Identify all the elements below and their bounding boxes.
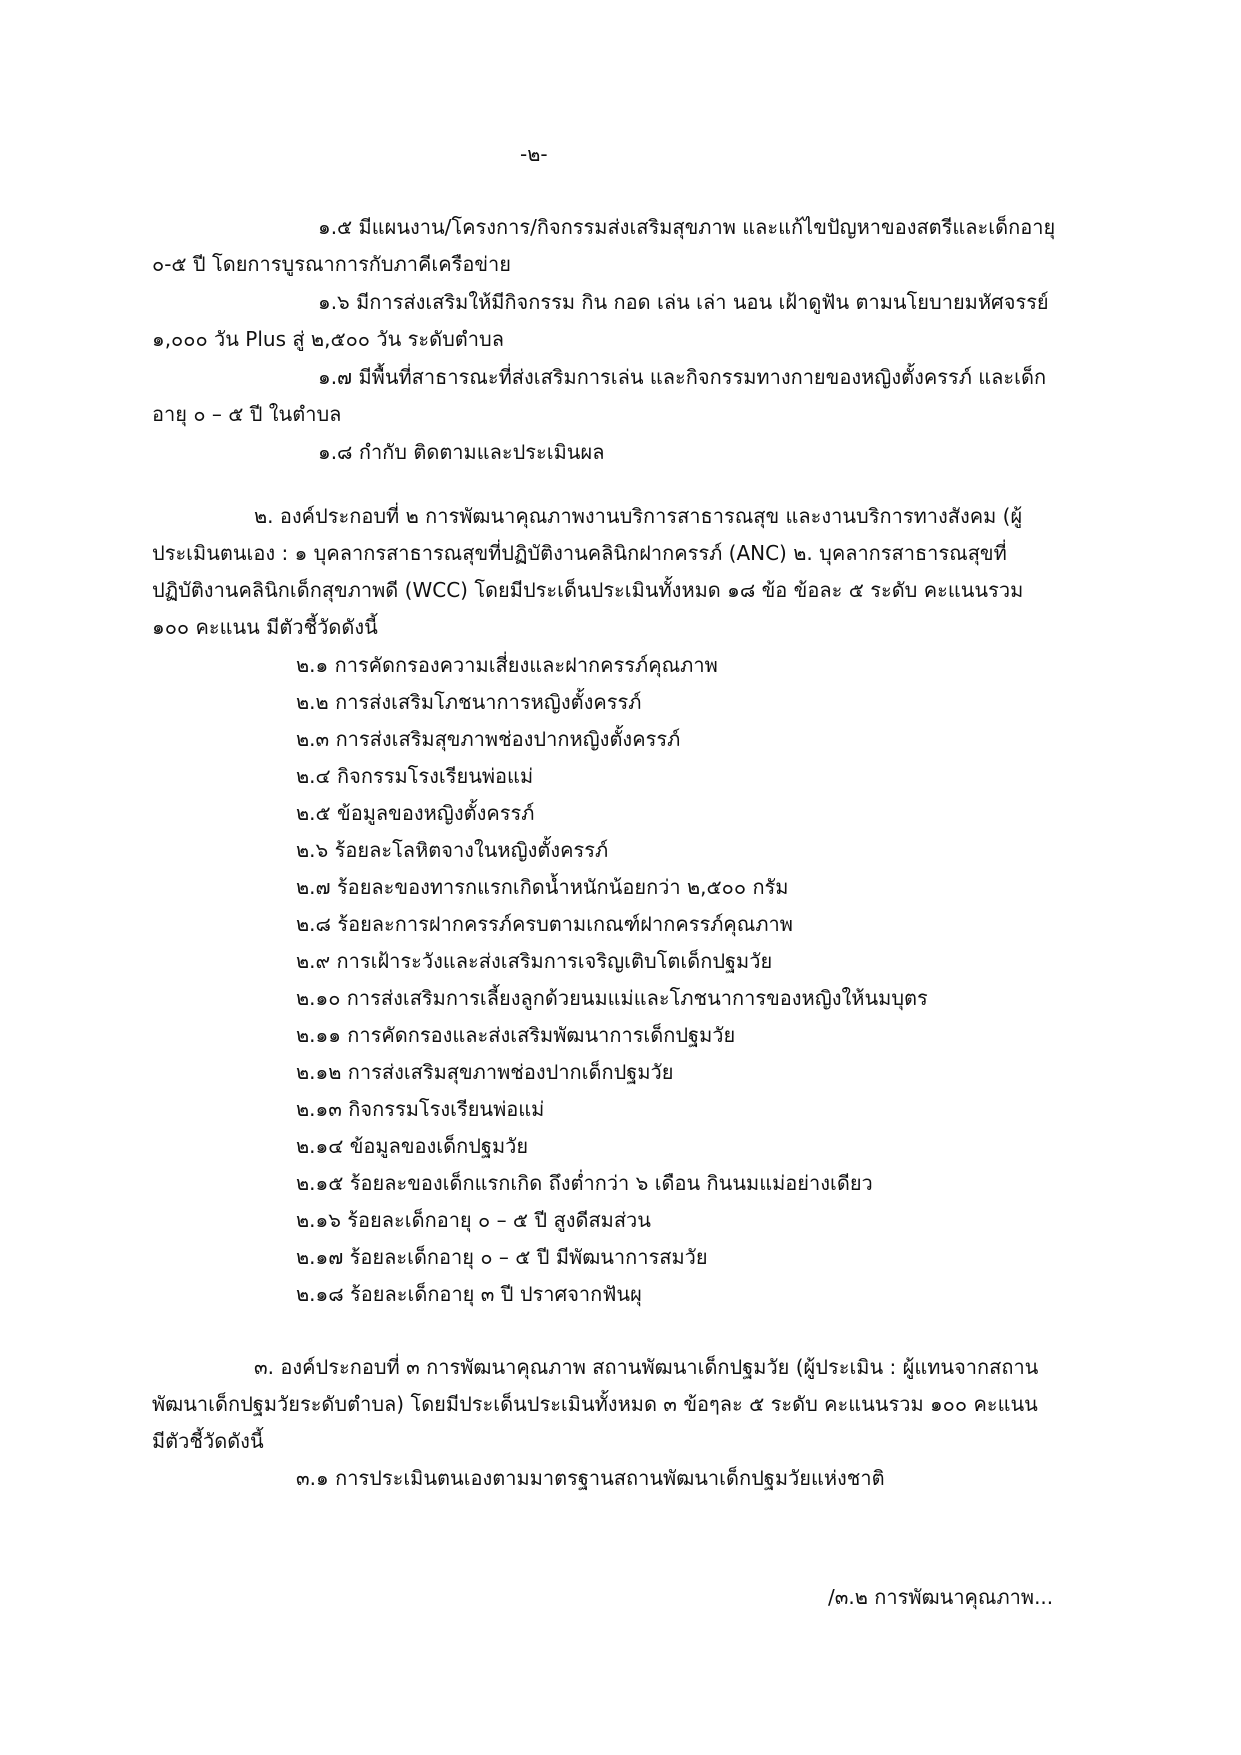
section3-intro-line3: มีตัวชี้วัดดังนี้	[152, 1429, 264, 1453]
item-1-6-line1: ๑.๖ มีการส่งเสริมให้มีกิจกรรม กิน กอด เล่น เล่า นอน เฝ้าดูฟัน ตามนโยบายมหัศจรรย์	[318, 290, 1049, 314]
item-2-14: ๒.๑๔ ข้อมูลของเด็กปฐมวัย	[296, 1134, 529, 1158]
section2-intro-line3: ปฏิบัติงานคลินิกเด็กสุขภาพดี (WCC) โดยมีประเด็นประเมินทั้งหมด ๑๘ ข้อ ข้อละ ๕ ระดับ คะแนนรวม	[152, 578, 1024, 602]
item-2-11: ๒.๑๑ การคัดกรองและส่งเสริมพัฒนาการเด็กปฐมวัย	[296, 1023, 736, 1047]
item-2-4: ๒.๔ กิจกรรมโรงเรียนพ่อแม่	[296, 764, 534, 788]
item-2-15: ๒.๑๕ ร้อยละของเด็กแรกเกิด ถึงต่ำกว่า ๖ เดือน กินนมแม่อย่างเดียว	[296, 1171, 873, 1195]
item-2-9: ๒.๙ การเฝ้าระวังและส่งเสริมการเจริญเติบโตเด็กปฐมวัย	[296, 949, 773, 973]
page-number: -๒-	[520, 142, 548, 166]
item-1-5-line1: ๑.๕ มีแผนงาน/โครงการ/กิจกรรมส่งเสริมสุขภาพ และแก้ไขปัญหาของสตรีและเด็กอายุ	[318, 215, 1056, 239]
section3-intro-line1: ๓. องค์ประกอบที่ ๓ การพัฒนาคุณภาพ สถานพัฒนาเด็กปฐมวัย (ผู้ประเมิน : ผู้แทนจากสถาน	[254, 1355, 1039, 1379]
item-2-13: ๒.๑๓ กิจกรรมโรงเรียนพ่อแม่	[296, 1097, 545, 1121]
item-2-12: ๒.๑๒ การส่งเสริมสุขภาพช่องปากเด็กปฐมวัย	[296, 1060, 674, 1084]
item-2-7: ๒.๗ ร้อยละของทารกแรกเกิดน้ำหนักน้อยกว่า ๒,๕๐๐ กรัม	[296, 875, 789, 899]
continuation-note: /๓.๒ การพัฒนาคุณภาพ...	[828, 1585, 1054, 1609]
item-1-7-line1: ๑.๗ มีพื้นที่สาธารณะที่ส่งเสริมการเล่น และกิจกรรมทางกายของหญิงตั้งครรภ์ และเด็ก	[318, 365, 1047, 389]
item-1-6-line2: ๑,๐๐๐ วัน Plus สู่ ๒,๕๐๐ วัน ระดับตำบล	[152, 327, 504, 351]
item-1-8: ๑.๘ กำกับ ติดตามและประเมินผล	[318, 440, 605, 464]
item-2-2: ๒.๒ การส่งเสริมโภชนาการหญิงตั้งครรภ์	[296, 690, 642, 714]
item-1-5-line2: ๐-๕ ปี โดยการบูรณาการกับภาคีเครือข่าย	[152, 252, 511, 276]
section2-intro-line1: ๒. องค์ประกอบที่ ๒ การพัฒนาคุณภาพงานบริการสาธารณสุข และงานบริการทางสังคม (ผู้	[254, 504, 1023, 528]
item-2-3: ๒.๓ การส่งเสริมสุขภาพช่องปากหญิงตั้งครรภ์	[296, 727, 681, 751]
item-2-1: ๒.๑ การคัดกรองความเสี่ยงและฝากครรภ์คุณภาพ	[296, 653, 718, 677]
item-2-8: ๒.๘ ร้อยละการฝากครรภ์ครบตามเกณฑ์ฝากครรภ์คุณภาพ	[296, 912, 793, 936]
item-2-18: ๒.๑๘ ร้อยละเด็กอายุ ๓ ปี ปราศจากฟันผุ	[296, 1282, 642, 1306]
item-2-16: ๒.๑๖ ร้อยละเด็กอายุ ๐ – ๕ ปี สูงดีสมส่วน	[296, 1208, 651, 1232]
item-2-6: ๒.๖ ร้อยละโลหิตจางในหญิงตั้งครรภ์	[296, 838, 609, 862]
item-2-5: ๒.๕ ข้อมูลของหญิงตั้งครรภ์	[296, 801, 535, 825]
section3-intro-line2: พัฒนาเด็กปฐมวัยระดับตำบล) โดยมีประเด็นประเมินทั้งหมด ๓ ข้อๆละ ๕ ระดับ คะแนนรวม ๑๐๐ คะแนน	[152, 1392, 1038, 1416]
section2-intro-line2: ประเมินตนเอง : ๑ บุคลากรสาธารณสุขที่ปฏิบัติงานคลินิกฝากครรภ์ (ANC) ๒. บุคลากรสาธารณสุขที่	[152, 541, 1007, 565]
item-1-7-line2: อายุ ๐ – ๕ ปี ในตำบล	[152, 402, 342, 426]
item-2-17: ๒.๑๗ ร้อยละเด็กอายุ ๐ – ๕ ปี มีพัฒนาการสมวัย	[296, 1245, 708, 1269]
item-3-1: ๓.๑ การประเมินตนเองตามมาตรฐานสถานพัฒนาเด็กปฐมวัยแห่งชาติ	[296, 1466, 885, 1490]
item-2-10: ๒.๑๐ การส่งเสริมการเลี้ยงลูกด้วยนมแม่และโภชนาการของหญิงให้นมบุตร	[296, 986, 928, 1010]
section2-intro-line4: ๑๐๐ คะแนน มีตัวชี้วัดดังนี้	[152, 615, 378, 639]
